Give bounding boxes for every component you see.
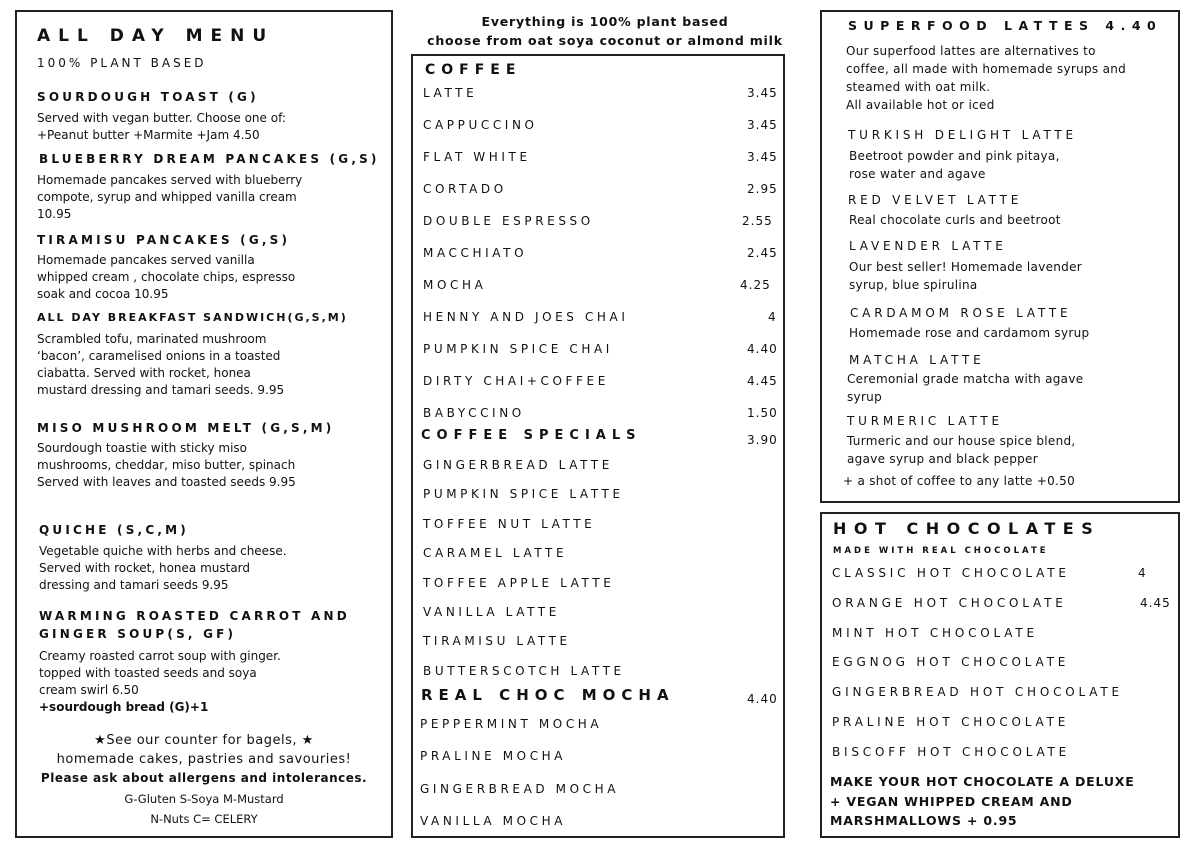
item-description [37,252,362,303]
desc-line: Sourdough toastie with sticky miso [37,441,247,455]
intro-line: All available hot or iced [846,98,995,112]
desc-line: mustard dressing and tamari seeds. 9.95 [37,383,285,397]
desc-line: Scrambled tofu, marinated mushroom [37,332,267,346]
latte-description [849,147,1159,183]
desc-line: Vegetable quiche with herbs and cheese. [39,544,287,558]
desc-line: Ceremonial grade matcha with agave [847,372,1084,386]
superfood-lattes-title: SUPERFOOD LATTES 4.40 [848,18,1163,33]
item-title: MISO MUSHROOM MELT (G,S,M) [37,421,335,435]
menu-item-price: 2.95 [747,182,778,196]
menu-item-name: MINT HOT CHOCOLATE [832,625,1038,640]
menu-item-price: 3.45 [747,118,778,132]
menu-item-name: MACCHIATO [423,246,528,260]
desc-line: topped with toasted seeds and soya [39,666,257,680]
menu-item-price: 3.45 [747,150,778,164]
coffee-specials-title: COFFEE SPECIALS [421,428,642,443]
desc-line: syrup [847,390,883,404]
menu-item-name: TOFFEE APPLE LATTE [423,575,615,590]
desc-line: Real chocolate curls and beetroot [849,213,1061,227]
menu-item-price: 4.45 [1140,595,1171,610]
latte-description [849,211,1159,229]
latte-description [849,258,1159,294]
counter-note-1: ★See our counter for bagels, ★ [94,733,314,748]
desc-line: 10.95 [37,207,72,221]
desc-line: Homemade pancakes served with blueberry [37,173,303,187]
menu-item-price: 4 [768,310,777,324]
item-description [39,543,364,594]
desc-line: mushrooms, cheddar, miso butter, spinach [37,458,296,472]
item-title: TIRAMISU PANCAKES (G,S) [37,233,291,247]
all-day-menu-subtitle: 100% PLANT BASED [37,56,207,70]
menu-item-name: GINGERBREAD LATTE [423,458,613,472]
intro-line: steamed with oat milk. [846,80,991,94]
desc-line: +Peanut butter +Marmite +Jam 4.50 [37,128,260,142]
desc-line: Homemade rose and cardamom syrup [849,326,1090,340]
coffee-specials-price: 3.90 [747,433,778,447]
coffee-title: COFFEE [425,62,522,78]
menu-item-price: 3.45 [747,86,778,100]
hot-chocolates-title: HOT CHOCOLATES [833,519,1101,538]
hot-chocolates-panel [820,512,1180,838]
item-description [37,331,362,399]
superfood-lattes-panel [820,10,1180,503]
menu-item-price: 4.45 [747,374,778,388]
intro-line: Our superfood lattes are alternatives to [846,44,1096,58]
menu-item-name: TOFFEE NUT LATTE [423,516,596,531]
desc-extra: +sourdough bread (G)+1 [39,700,209,714]
desc-line: Homemade pancakes served vanilla [37,253,255,267]
menu-item-name: CARAMEL LATTE [423,546,568,561]
desc-line: Creamy roasted carrot soup with ginger. [39,649,281,663]
desc-line: soak and cocoa 10.95 [37,287,169,301]
menu-item-name: HENNY AND JOES CHAI [423,310,629,324]
menu-item-name: BABYCCINO [423,406,525,420]
menu-item-name: PEPPERMINT MOCHA [420,717,603,731]
desc-line: ciabatta. Served with rocket, honea [37,366,251,380]
real-choc-mocha-price: 4.40 [747,692,778,706]
allergen-key-2: N-Nuts C= CELERY [150,812,258,826]
desc-line: Served with rocket, honea mustard [39,561,251,575]
hot-chocolates-subtitle: MADE WITH REAL CHOCOLATE [833,546,1049,556]
menu-item-price: 4 [1138,566,1147,580]
allergens-note: Please ask about allergens and intolerances. [40,771,368,785]
menu-item-name: DIRTY CHAI+COFFEE [423,374,609,388]
menu-item-name: PRALINE HOT CHOCOLATE [832,715,1070,729]
item-title: WARMING ROASTED CARROT AND [39,609,350,623]
item-description [37,440,362,491]
desc-line: Beetroot powder and pink pitaya, [849,149,1060,163]
intro-line: coffee, all made with homemade syrups and [846,62,1127,76]
menu-item-name: GINGERBREAD MOCHA [420,781,620,796]
desc-line: Our best seller! Homemade lavender [849,260,1083,274]
item-description [39,648,364,716]
deluxe-offer [830,772,1170,831]
menu-item-name: PUMPKIN SPICE LATTE [423,487,624,502]
desc-line: compote, syrup and whipped vanilla cream [37,190,297,204]
menu-item-name: BUTTERSCOTCH LATTE [423,663,625,678]
menu-item-price: 1.50 [747,406,778,420]
drinks-panel [411,54,785,838]
latte-title: CARDAMOM ROSE LATTE [850,306,1072,320]
menu-item-price: 2.45 [747,246,778,260]
counter-note-2: homemade cakes, pastries and savouries! [56,752,352,767]
menu-item-name: BISCOFF HOT CHOCOLATE [832,744,1071,759]
desc-line: Served with leaves and toasted seeds 9.95 [37,475,296,489]
desc-line: agave syrup and black pepper [847,452,1038,466]
all-day-menu-title: ALL DAY MENU [37,26,275,46]
item-title: SOURDOUGH TOAST (G) [37,90,259,104]
item-description [37,110,362,144]
item-title: GINGER SOUP(S, GF) [39,627,237,641]
desc-line: Served with vegan butter. Choose one of: [37,111,286,125]
menu-item-name: TIRAMISU LATTE [423,634,571,649]
menu-item-name: CORTADO [423,182,507,196]
plant-based-note: Everything is 100% plant based [481,14,729,29]
menu-item-name: ORANGE HOT CHOCOLATE [832,595,1067,610]
menu-item-name: VANILLA MOCHA [420,813,567,828]
deluxe-line: MARSHMALLOWS + 0.95 [830,813,1018,828]
menu-item-name: GINGERBREAD HOT CHOCOLATE [832,685,1123,700]
desc-line: rose water and agave [849,167,986,181]
deluxe-line: + VEGAN WHIPPED CREAM AND [830,793,1073,809]
allergen-key-1: G-Gluten S-Soya M-Mustard [124,792,284,806]
deluxe-line: MAKE YOUR HOT CHOCOLATE A DELUXE [830,774,1135,789]
latte-title: LAVENDER LATTE [849,239,1007,253]
menu-item-price: 4.25 [740,278,771,292]
latte-title: RED VELVET LATTE [848,193,1023,207]
all-day-menu-panel [15,10,393,838]
menu-item-price: 2.55 [742,214,773,228]
desc-line: ‘bacon’, caramelised onions in a toasted [37,349,281,363]
menu-item-name: PUMPKIN SPICE CHAI [423,342,613,356]
latte-title: TURKISH DELIGHT LATTE [848,128,1077,142]
menu-item-name: CAPPUCCINO [423,118,538,132]
menu-item-name: CLASSIC HOT CHOCOLATE [832,566,1070,580]
item-title: BLUEBERRY DREAM PANCAKES (G,S) [39,152,380,166]
menu-item-name: LATTE [423,86,478,100]
latte-description [847,370,1157,406]
real-choc-mocha-title: REAL CHOC MOCHA [421,686,675,704]
latte-title: MATCHA LATTE [849,353,985,367]
menu-item-name: FLAT WHITE [423,150,531,164]
latte-description [849,324,1159,342]
item-title: ALL DAY BREAKFAST SANDWICH(G,S,M) [37,311,348,324]
desc-line: dressing and tamari seeds 9.95 [39,578,229,592]
menu-item-name: DOUBLE ESPRESSO [423,214,594,228]
menu-item-name: MOCHA [423,278,487,292]
menu-item-price: 4.40 [747,342,778,356]
latte-description [847,432,1157,468]
desc-line: Turmeric and our house spice blend, [847,434,1076,448]
superfood-intro [846,42,1156,114]
coffee-shot-note: + a shot of coffee to any latte +0.50 [843,474,1076,488]
milk-choice-note: choose from oat soya coconut or almond milk [427,33,783,48]
menu-item-name: VANILLA LATTE [423,605,560,619]
menu-item-name: EGGNOG HOT CHOCOLATE [832,655,1070,670]
item-title: QUICHE (S,C,M) [39,523,189,537]
desc-line: cream swirl 6.50 [39,683,139,697]
latte-title: TURMERIC LATTE [847,414,1003,428]
desc-line: syrup, blue spirulina [849,278,978,292]
menu-item-name: PRALINE MOCHA [420,749,567,764]
item-description [37,172,362,223]
desc-line: whipped cream , chocolate chips, espresso [37,270,296,284]
